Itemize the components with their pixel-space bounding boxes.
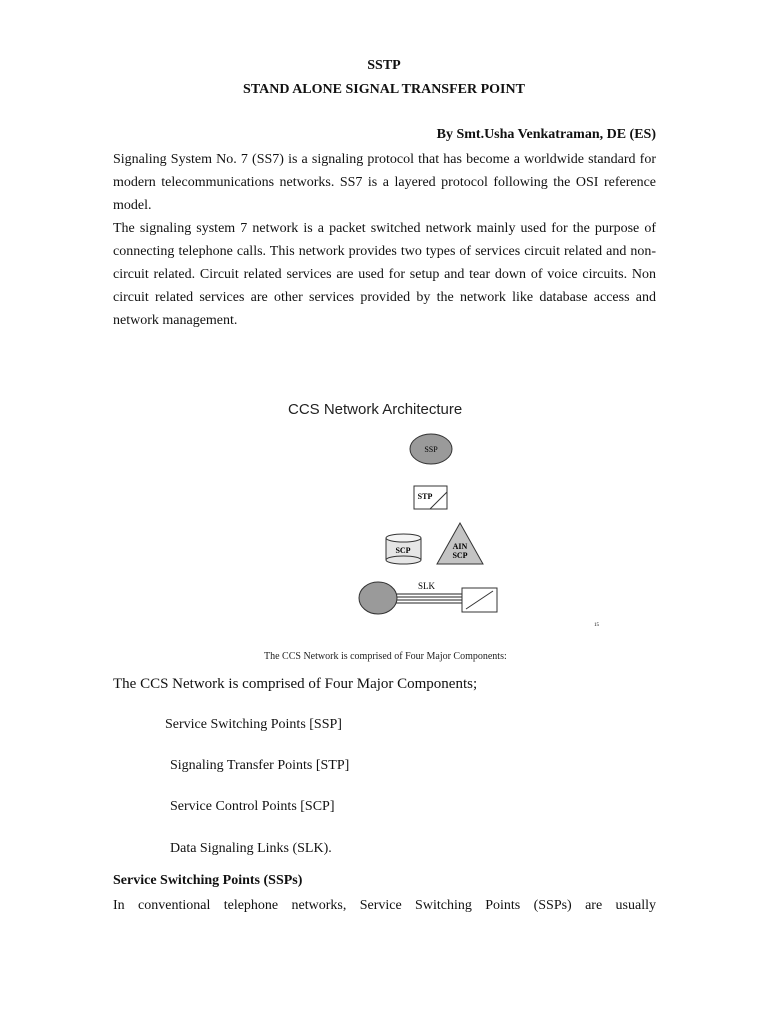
ain-scp-node: [437, 523, 483, 564]
architecture-diagram: [240, 395, 620, 650]
document-subtitle: STAND ALONE SIGNAL TRANSFER POINT: [243, 82, 525, 97]
document-title: SSTP: [367, 58, 401, 73]
stp-label: STP: [417, 492, 433, 501]
slk-link: [359, 581, 497, 614]
ain-label: AIN: [452, 542, 468, 551]
component-slk: Data Signaling Links (SLK).: [170, 841, 332, 856]
ssp-label: SSP: [424, 445, 438, 454]
paragraph-ss7-network: The signaling system 7 network is a packet switched network mainly used for the purpose of connecting telephone calls. This network provides two types of services circuit related and non-circuit related. Circuit related services are used for setup and tear down of voice circuits. Non circuit related services are other services provided by the network like database access and network management.: [113, 221, 656, 328]
scp-label: SCP: [395, 546, 411, 555]
author-byline: By Smt.Usha Venkatraman, DE (ES): [436, 127, 656, 142]
component-scp: Service Control Points [SCP]: [170, 799, 335, 814]
stp-node: [414, 486, 447, 509]
ssp-node: [410, 434, 452, 464]
component-stp: Signaling Transfer Points [STP]: [170, 758, 350, 773]
ccs-architecture-figure: [240, 395, 620, 670]
figure-caption: The CCS Network is comprised of Four Major Components:: [264, 651, 507, 662]
figure-title: CCS Network Architecture: [288, 401, 463, 418]
figure-page-number: 15: [594, 623, 599, 628]
paragraph-ss7-intro: Signaling System No. 7 (SS7) is a signaling protocol that has become a worldwide standard for modern telecommunications networks. SS7 is a layered protocol following the OSI reference model.: [113, 152, 656, 213]
section-heading-ssp: Service Switching Points (SSPs): [113, 873, 303, 888]
components-intro: The CCS Network is comprised of Four Major Components;: [113, 676, 478, 692]
ain-scp-label: SCP: [452, 551, 468, 560]
slk-ssp-endpoint: [359, 582, 397, 614]
paragraph-ssp-intro: In conventional telephone networks, Service Switching Points (SSPs) are usually: [113, 898, 656, 913]
scp-node: [386, 534, 421, 564]
slk-label: SLK: [418, 581, 436, 591]
component-ssp: Service Switching Points [SSP]: [165, 717, 342, 732]
